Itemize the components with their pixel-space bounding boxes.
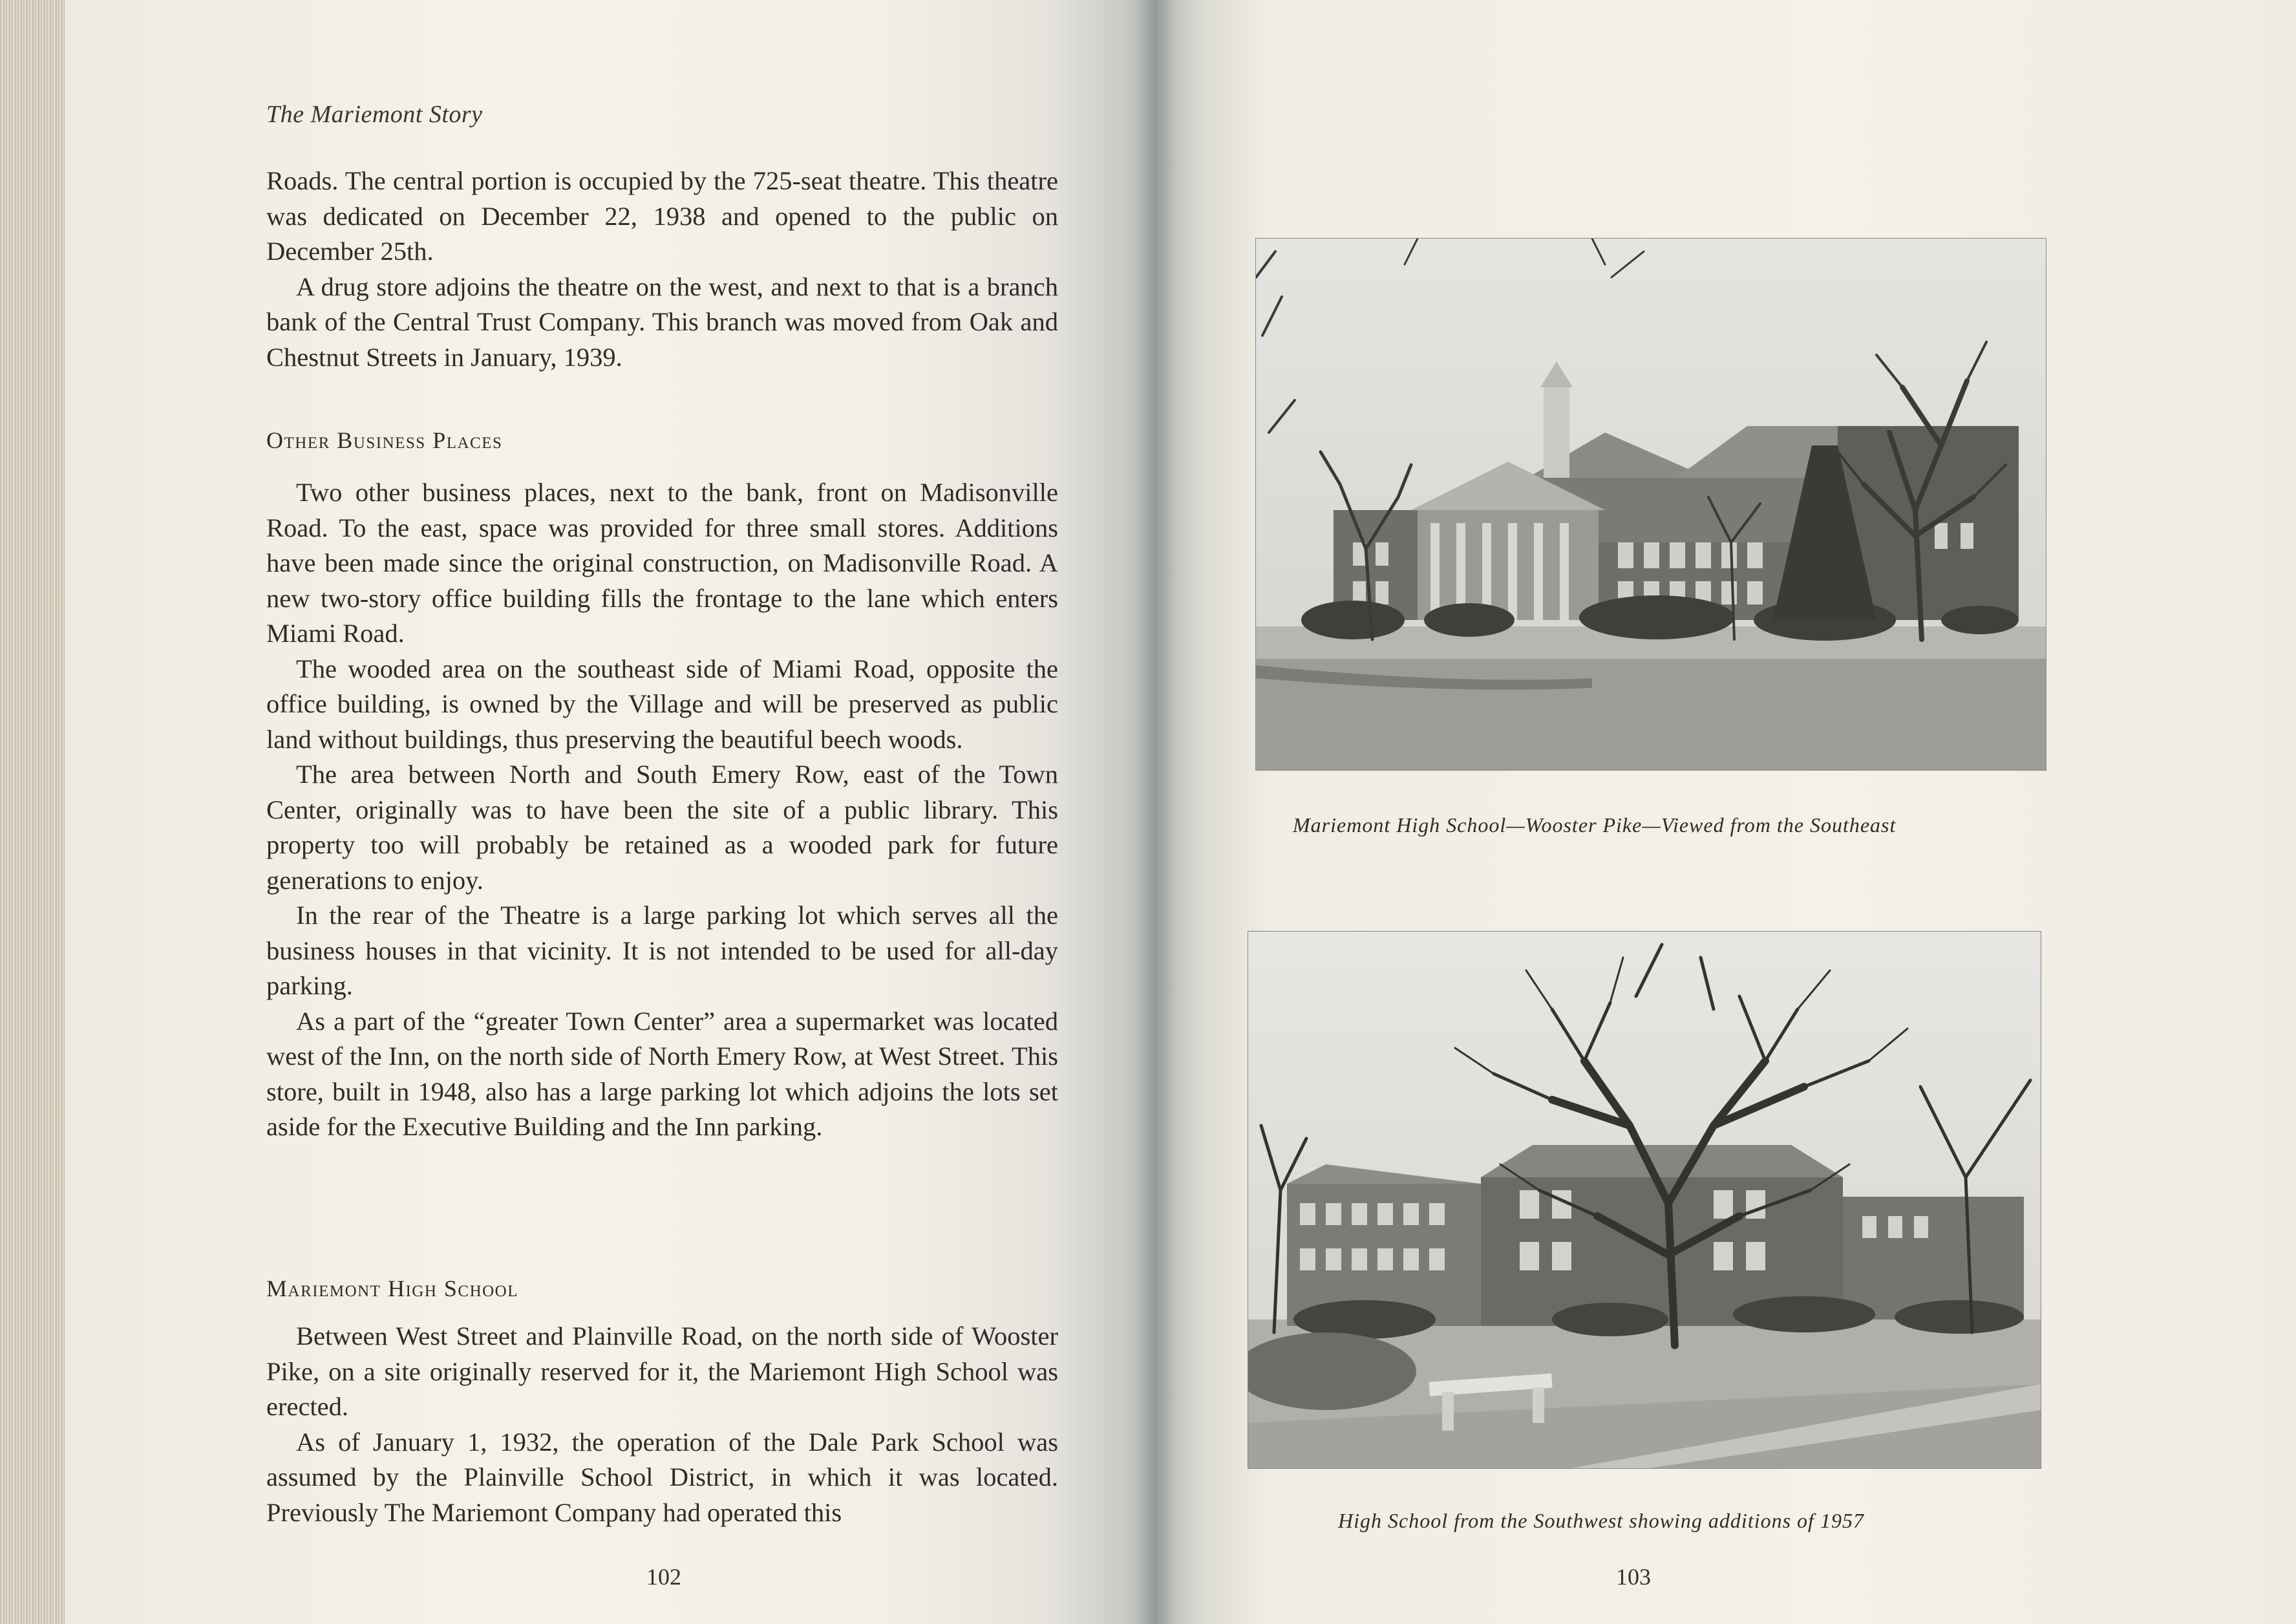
book-gutter — [1138, 0, 1176, 1624]
photo-1-caption: Mariemont High School—Wooster Pike—Viewed from the Southeast — [1293, 813, 1897, 837]
paragraph: As of January 1, 1932, the operation of the Dale Park School was assumed by the Plainville School District, in which it was located. Previously The Mariemont Company had operated this — [266, 1427, 1058, 1527]
text-block-high-school — [266, 1319, 1058, 1530]
photo-2-caption: High School from the Southwest showing additions of 1957 — [1338, 1509, 1864, 1532]
paragraph: A drug store adjoins the theatre on the west, and next to that is a branch bank of the Central Trust Company. This branch was moved from Oak and Chestnut Streets in January, 1939. — [266, 272, 1058, 372]
paragraph: In the rear of the Theatre is a large parking lot which serves all the business houses in that vicinity. It is not intended to be used for all-day parking. — [266, 901, 1058, 1000]
paragraph: The wooded area on the southeast side of Miami Road, opposite the office building, is owned by the Village and will be preserved as public land without buildings, thus preserving the beautiful beech woods. — [266, 654, 1058, 754]
page-number-right: 103 — [1616, 1564, 1651, 1590]
text-block-theatre — [266, 164, 1058, 375]
page-edges — [0, 0, 71, 1624]
photo-high-school-southeast — [1255, 238, 2046, 771]
paragraph: Two other business places, next to the bank, front on Madisonville Road. To the east, space was provided for three small stores. Additions have been made since the original construction, on Madisonville Road. A new two-story office building fills the frontage to the lane which enters Miami Road. — [266, 478, 1058, 648]
paragraph: The area between North and South Emery Row, east of the Town Center, originally was to have been the site of a public library. This property too will probably be retained as a wooded park for future generations to enjoy. — [266, 760, 1058, 895]
running-head: The Mariemont Story — [266, 101, 483, 128]
section-heading-other-business: Other Business Places — [266, 427, 503, 453]
paragraph: As a part of the “greater Town Center” area a supermarket was located west of the Inn, on the north side of North Emery Row, at West Street. This store, built in 1948, also has a large parking lot which adjoins the lots set aside for the Executive Building and the Inn parking. — [266, 1006, 1058, 1141]
text-block-other-business — [266, 475, 1058, 1145]
paragraph: Between West Street and Plainville Road, on the north side of Wooster Pike, on a site originally reserved for it, the Mariemont High School was erected. — [266, 1321, 1058, 1421]
page-number-left: 102 — [646, 1564, 681, 1590]
photo-high-school-southwest — [1248, 931, 2041, 1469]
section-heading-high-school: Mariemont High School — [266, 1276, 519, 1301]
paragraph: Roads. The central portion is occupied by the 725-seat theatre. This theatre was dedicated on December 22, 1938 and opened to the public on December 25th. — [266, 166, 1058, 266]
